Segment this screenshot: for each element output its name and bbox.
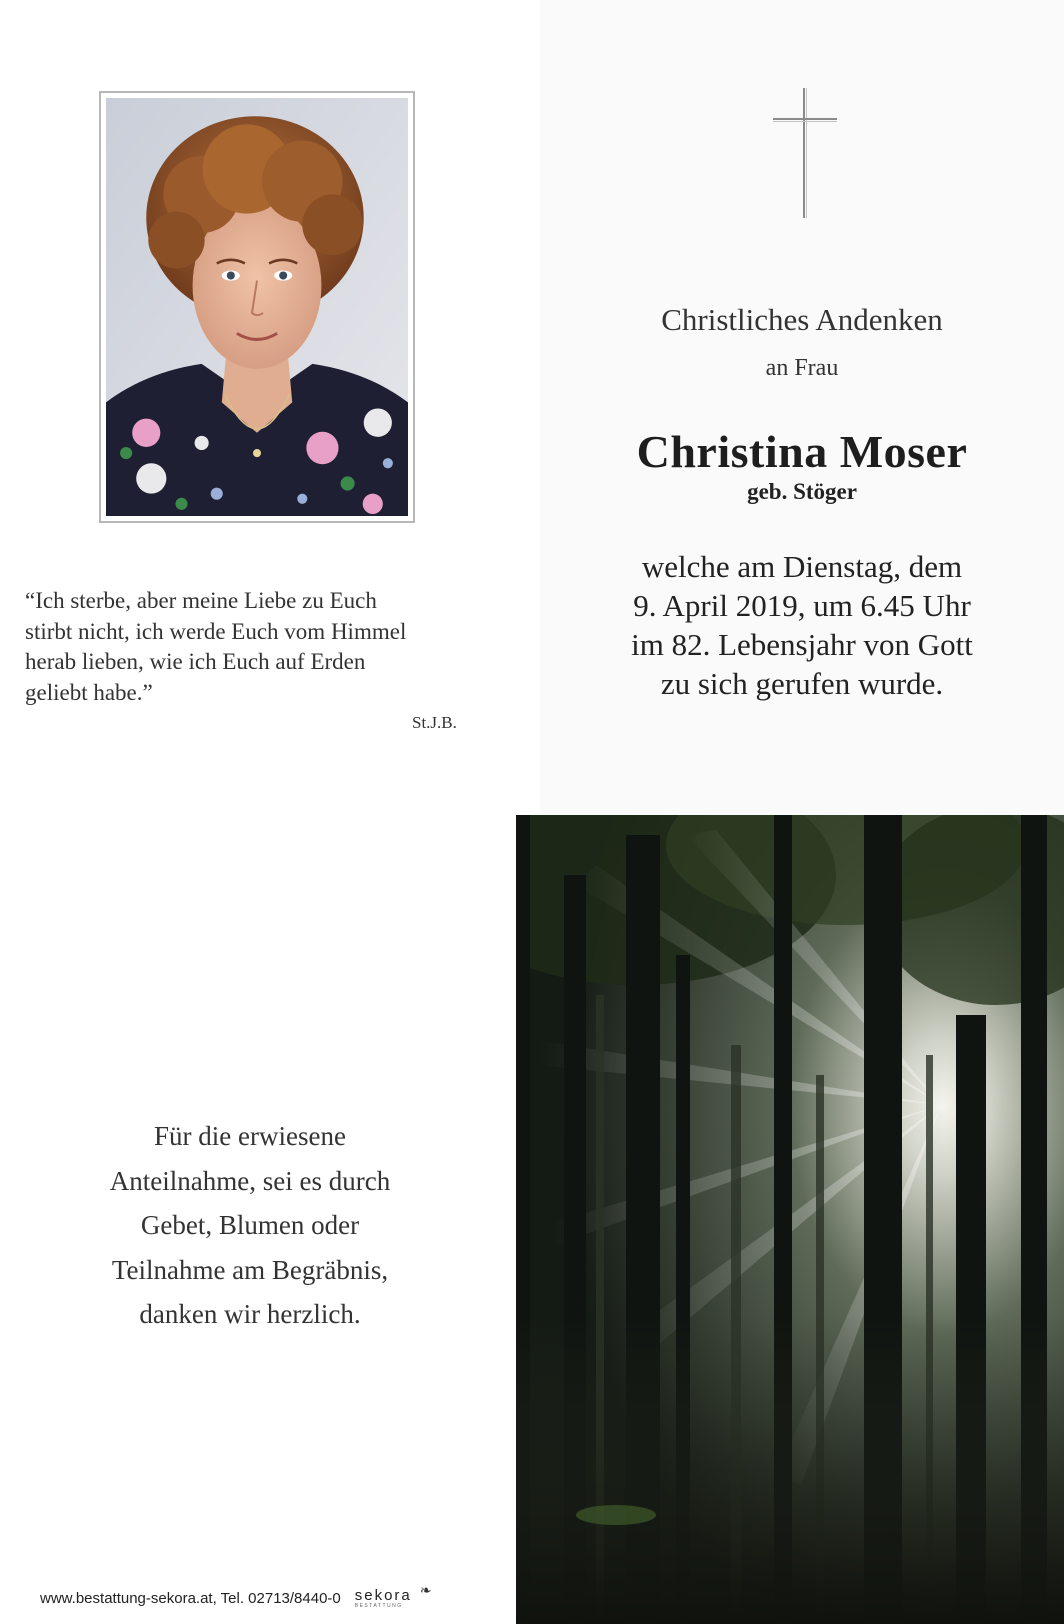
quote-line: geliebt habe.” [25, 679, 153, 705]
death-notice-line: 9. April 2019, um 6.45 Uhr [633, 588, 971, 623]
memorial-heading: Christliches Andenken [661, 302, 943, 337]
quote-line: stirbt nicht, ich werde Euch vom Himmel [25, 618, 407, 644]
memorial-quote [25, 586, 495, 708]
salutation: an Frau [765, 355, 839, 381]
forest-panel [516, 815, 1064, 1624]
deceased-name: Christina Moser [636, 426, 968, 477]
portrait-panel [0, 0, 540, 815]
death-notice [540, 547, 1064, 703]
death-notice-line: im 82. Lebensjahr von Gott [631, 627, 973, 662]
brand-name: sekora [354, 1587, 412, 1604]
portrait-image [106, 98, 408, 516]
bird-icon: ❧ [419, 1582, 432, 1598]
death-notice-line: welche am Dienstag, dem [641, 549, 963, 584]
forest-image [516, 815, 1064, 1624]
portrait-photo [99, 91, 415, 523]
cross-icon [773, 88, 837, 218]
thanks-line: danken wir herzlich. [139, 1299, 361, 1329]
thanks-line: Für die erwiesene [154, 1121, 346, 1151]
quote-line: “Ich sterbe, aber meine Liebe zu Euch [25, 588, 377, 613]
thanks-message [0, 1114, 500, 1337]
quote-author: St.J.B. [412, 713, 457, 732]
death-notice-line: zu sich gerufen wurde. [660, 666, 944, 701]
thanks-line: Anteilnahme, sei es durch [109, 1165, 391, 1196]
thanks-line: Teilnahme am Begräbnis, [111, 1254, 389, 1285]
thanks-line: Gebet, Blumen oder [140, 1210, 360, 1240]
brand-subtitle: BESTATTUNG [354, 1603, 403, 1609]
funeral-home-logo [355, 1588, 412, 1609]
footer [40, 1582, 432, 1609]
quote-line: herab lieben, wie ich Euch auf Erden [25, 649, 366, 674]
footer-contact: www.bestattung-sekora.at, Tel. 02713/8440-0 [40, 1590, 341, 1607]
maiden-name: geb. Stöger [747, 479, 857, 504]
